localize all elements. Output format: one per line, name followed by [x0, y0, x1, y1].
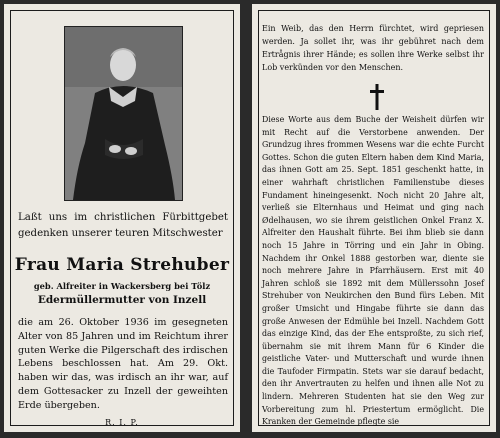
portrait-figure — [65, 27, 182, 200]
rip-text: R. I. P. — [105, 418, 139, 427]
cross-icon — [370, 84, 384, 110]
birth-line: geb. Alfreiter in Wackersberg bei Tölz — [33, 281, 211, 291]
scripture-quote: Ein Weib, das den Herrn fürchtet, wird gepriesen werden. Ja sollet ihr, was ihr gebühret nach dem Ertrågnis ihrer Hände; es sollen ihre Werke selbst ihr Lob verkünden vor den Menschen. — [262, 24, 484, 72]
right-card — [252, 4, 496, 432]
death-notice-text: die am 26. Oktober 1936 im gesegneten Alter von 85 Jahren und im Reichtum ihrer guten Werke die Pilgerschaft des irdischen Lebens beschlossen hat. Am 29. Okt. haben wir das, was irdisch an ihr war, auf dem Gottesacker zu Inzell der geweihten Erde übergeben. — [18, 317, 228, 411]
intro-text: Laßt uns im christlichen Fürbittgebet gedenken unserer teuren Mitschwester — [18, 212, 228, 239]
biography-text: Diese Worte aus dem Buche der Weisheit dürfen wir mit Recht auf die Verstorbene anwenden. Der Grundzug ihres frommen Wesens war die echte Furcht Gottes. Schon die guten Eltern haben dem Kind Maria, das ihnen Gott am 25. Sept. 1851 geschenkt hatte, in einer wahrhaft christlichen Familienstube dieses Fundament hineingesenkt. Noch nicht 20 Jahre alt, verließ sie Elternhaus und Heimat und ging nach Ødelhausen, wo sie ihrem geistlichen Onkel Franz X. Alfreiter den Haushalt führte. Bei ihm blieb sie dann noch 15 Jahre in Törring und ein Jahr in Obing. Nachdem ihr Onkel 1888 gestorben war, diente sie noch mehrere Jahre in Pfarrhäusern. Erst mit 40 Jahren schloß sie 1892 mit dem Müllerssohn Josef Strehuber von Neukirchen den Bund fürs Leben. Mit großer Umsicht und Hingabe führte sie dann das große Anwesen der Edmühle bei Inzell. Nachdem Gott das einzige Kind, das der Ehe entsproßte, zu sich rief, übernahm sie mit ihrem Mann für 6 Kinder die geistliche Vater- und Mutterschaft und wurde ihnen die Taufoder Firmpatin. Stets war sie darauf bedacht, den ihr Anvertrauten zu helfen und ihnen alle Not zu lindern. Mehreren Studenten hat sie den Weg zur Vorbereitung zum hl. Priestertum ermöglicht. Die Kranken der Gemeinde pflegte sie — [262, 115, 484, 427]
deceased-title: Edermüllermutter von Inzell — [37, 294, 207, 306]
deceased-name: Frau Maria Strehuber — [14, 255, 230, 275]
left-card — [4, 4, 240, 432]
portrait-photo — [64, 26, 183, 201]
